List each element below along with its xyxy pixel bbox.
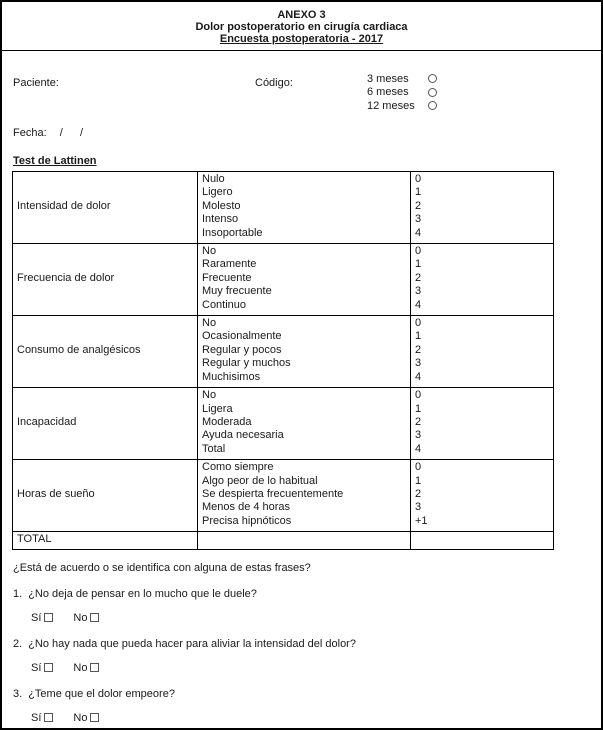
lattinen-row xyxy=(13,172,554,244)
option-label: Moderada xyxy=(202,415,252,428)
option-label: Molesto xyxy=(202,199,241,212)
option-label: Muy frecuente xyxy=(202,285,272,298)
no-label: No xyxy=(73,711,88,724)
codigo-label: Código: xyxy=(255,77,293,89)
score-value: 4 xyxy=(415,226,422,239)
question-text xyxy=(13,688,601,700)
question-answers xyxy=(31,612,601,624)
question-item xyxy=(13,638,601,674)
lattinen-title: Test de Lattinen xyxy=(13,155,97,167)
option-label: Ligera xyxy=(202,402,233,415)
yes-checkbox[interactable] xyxy=(44,713,53,722)
no-label: No xyxy=(73,611,88,624)
total-label-cell: TOTAL xyxy=(13,532,198,549)
score-value: 4 xyxy=(415,370,422,383)
category-cell: Consumo de analgésicos xyxy=(13,316,198,388)
option-label: Algo peor de lo habitual xyxy=(202,474,318,487)
category-cell: Frecuencia de dolor xyxy=(13,244,198,316)
score-value: 1 xyxy=(415,258,422,271)
no-checkbox[interactable] xyxy=(90,613,99,622)
score-value: 3 xyxy=(415,213,422,226)
option-label: Ocasionalmente xyxy=(202,330,282,343)
header-divider xyxy=(2,50,601,51)
scores-cell xyxy=(411,244,554,316)
options-cell xyxy=(198,172,411,244)
option-label: Nulo xyxy=(202,173,225,185)
score-value: 0 xyxy=(415,389,422,402)
lattinen-body xyxy=(13,172,554,550)
score-value: 3 xyxy=(415,501,422,514)
option-label: Raramente xyxy=(202,258,257,271)
lattinen-row xyxy=(13,460,554,532)
score-value: 4 xyxy=(415,442,422,455)
question-number: 3. xyxy=(13,687,23,700)
yes-checkbox[interactable] xyxy=(44,663,53,672)
scores-cell xyxy=(411,316,554,388)
option-label: Ayuda necesaria xyxy=(202,429,284,442)
question-label: ¿Teme que el dolor empeore? xyxy=(28,687,175,700)
total-score-cell xyxy=(411,532,554,549)
option-label: Frecuente xyxy=(202,271,252,284)
no-label: No xyxy=(73,661,88,674)
yes-label: Sí xyxy=(31,711,42,724)
questions-intro: ¿Está de acuerdo o se identifica con alguna de estas frases? xyxy=(13,561,311,574)
codigo-option-label: 6 meses xyxy=(367,86,409,99)
score-value: 3 xyxy=(415,285,422,298)
option-label: Como siempre xyxy=(202,461,274,474)
score-value: 2 xyxy=(415,199,422,212)
annex-title: ANEXO 3 xyxy=(277,9,326,21)
codigo-option xyxy=(367,99,437,113)
options-cell xyxy=(198,316,411,388)
top-fields xyxy=(2,71,601,117)
option-label: Intenso xyxy=(202,213,239,226)
score-value: 2 xyxy=(415,343,422,356)
question-item xyxy=(13,688,601,724)
options-cell xyxy=(198,388,411,460)
scores-cell xyxy=(411,460,554,532)
option-label: Precisa hipnóticos xyxy=(202,514,292,527)
scores-cell xyxy=(411,172,554,244)
codigo-option xyxy=(367,86,437,100)
score-value: +1 xyxy=(415,514,428,527)
total-row xyxy=(13,532,554,549)
form-subtitle: Encuesta postoperatoria - 2017 xyxy=(219,33,384,45)
radio-icon[interactable] xyxy=(428,88,437,97)
yes-checkbox[interactable] xyxy=(44,613,53,622)
score-value: 0 xyxy=(415,173,422,185)
question-label: ¿No hay nada que pueda hacer para aliviar la intensidad del dolor? xyxy=(28,637,356,650)
question-text xyxy=(13,638,601,650)
option-label: Menos de 4 horas xyxy=(202,501,291,514)
no-checkbox[interactable] xyxy=(90,663,99,672)
questions-list xyxy=(2,588,601,724)
option-label: Ligero xyxy=(202,186,233,199)
option-label: Insoportable xyxy=(202,226,263,239)
question-item xyxy=(13,588,601,624)
score-value: 2 xyxy=(415,271,422,284)
options-cell xyxy=(198,460,411,532)
codigo-option-label: 3 meses xyxy=(367,72,409,85)
yes-label: Sí xyxy=(31,661,42,674)
option-label: No xyxy=(202,317,217,330)
option-label: Se despierta frecuentemente xyxy=(202,487,344,500)
option-label: No xyxy=(202,245,217,258)
score-value: 0 xyxy=(415,317,422,330)
option-label: Regular y pocos xyxy=(202,343,282,356)
question-answers xyxy=(31,662,601,674)
option-label: Total xyxy=(202,442,226,455)
lattinen-row xyxy=(13,316,554,388)
scores-cell xyxy=(411,388,554,460)
option-label: No xyxy=(202,389,217,402)
fecha-slashes: / / xyxy=(59,127,85,139)
form-header xyxy=(2,2,601,45)
category-cell: Horas de sueño xyxy=(13,460,198,532)
question-label: ¿No deja de pensar en lo mucho que le duele? xyxy=(28,587,257,600)
score-value: 1 xyxy=(415,474,422,487)
category-cell: Incapacidad xyxy=(13,388,198,460)
no-checkbox[interactable] xyxy=(90,713,99,722)
codigo-option xyxy=(367,72,437,86)
score-value: 3 xyxy=(415,429,422,442)
paciente-label: Paciente: xyxy=(13,77,59,89)
score-value: 1 xyxy=(415,186,422,199)
yes-label: Sí xyxy=(31,611,42,624)
score-value: 0 xyxy=(415,245,422,258)
question-number: 2. xyxy=(13,637,23,650)
score-value: 0 xyxy=(415,461,422,474)
question-text xyxy=(13,588,601,600)
total-empty-cell xyxy=(198,532,411,549)
score-value: 2 xyxy=(415,487,422,500)
score-value: 1 xyxy=(415,330,422,343)
fecha-label: Fecha: xyxy=(13,127,47,139)
category-cell: Intensidad de dolor xyxy=(13,172,198,244)
lattinen-row xyxy=(13,388,554,460)
options-cell xyxy=(198,244,411,316)
codigo-option-label: 12 meses xyxy=(367,99,415,112)
option-label: Muchisimos xyxy=(202,370,261,383)
fecha-row xyxy=(13,127,601,139)
lattinen-table xyxy=(12,171,554,550)
score-value: 2 xyxy=(415,415,422,428)
radio-icon[interactable] xyxy=(428,101,437,110)
option-label: Regular y muchos xyxy=(202,357,291,370)
codigo-options xyxy=(367,72,437,113)
score-value: 1 xyxy=(415,402,422,415)
option-label: Continuo xyxy=(202,298,247,311)
score-value: 3 xyxy=(415,357,422,370)
question-number: 1. xyxy=(13,587,23,600)
form-title: Dolor postoperatorio en cirugía cardiaca xyxy=(195,21,408,33)
lattinen-row xyxy=(13,244,554,316)
radio-icon[interactable] xyxy=(428,74,437,83)
question-answers xyxy=(31,712,601,724)
score-value: 4 xyxy=(415,298,422,311)
